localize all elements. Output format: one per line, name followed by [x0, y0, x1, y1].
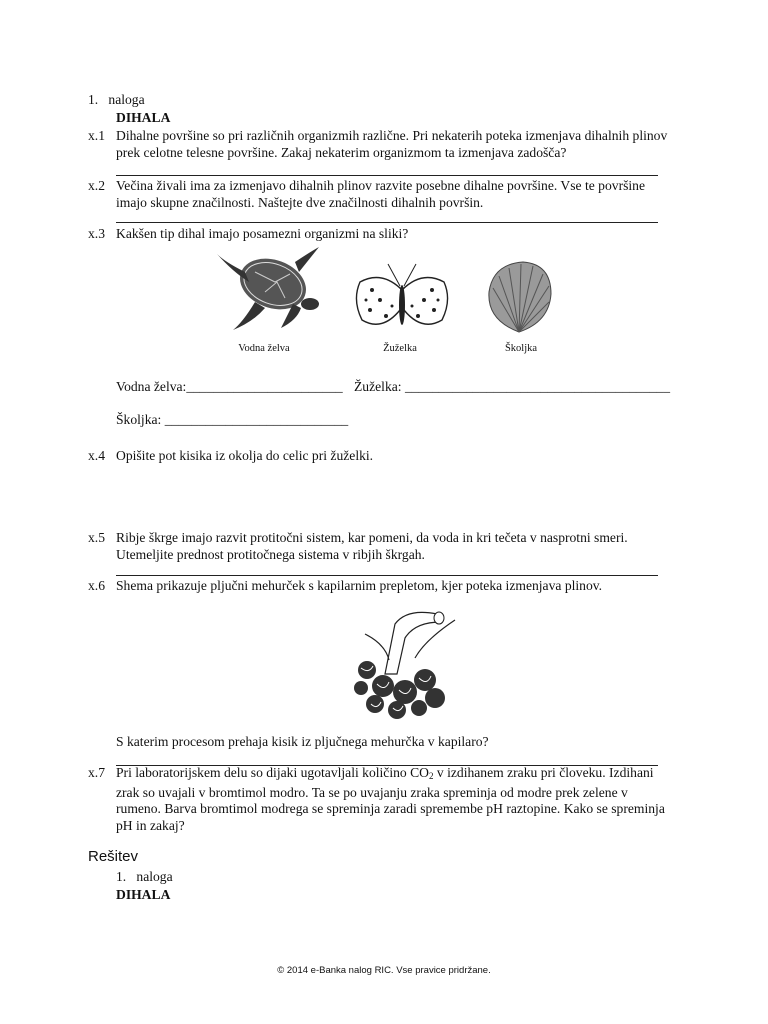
q7-line: pH in zakaj? — [116, 817, 185, 833]
shell-image — [483, 258, 555, 336]
q1-line: prek celotne telesne površine. Zakaj nekaterim organizmom ta izmenjava zadošča? — [116, 144, 567, 160]
task-heading — [88, 92, 145, 108]
shell-answer[interactable]: Školjka: ___________________________ — [116, 412, 349, 427]
insect-image — [352, 260, 452, 340]
q2-answer-line[interactable] — [116, 222, 658, 223]
solution-number: 1. — [116, 869, 127, 884]
turtle-caption: Vodna želva — [238, 343, 290, 354]
turtle-answer[interactable]: Vodna želva:_______________________ — [116, 379, 343, 394]
shell-caption: Školjka — [504, 343, 538, 354]
q7-number: x.7 — [88, 765, 105, 780]
q1-answer-line[interactable] — [116, 175, 658, 176]
solution-heading: Rešitev — [88, 848, 139, 865]
q2-line: Večina živali ima za izmenjavo dihalnih plinov razvite posebne dihalne površine. Vse te površine — [116, 178, 645, 193]
q1-number: x.1 — [88, 128, 105, 143]
solution-topic: DIHALA — [116, 887, 171, 902]
alveolus-image — [345, 604, 463, 722]
q6-number: x.6 — [88, 578, 105, 593]
task-topic: DIHALA — [116, 110, 171, 125]
q1-line: Dihalne površine so pri različnih organizmih različne. Pri nekaterih poteka izmenjava dihalnih plinov — [116, 128, 668, 143]
q4-number: x.4 — [88, 448, 105, 463]
insect-answer[interactable]: Žuželka: _______________________________________ — [354, 379, 671, 394]
q5-text — [116, 530, 628, 563]
q3-text: Kakšen tip dihal imajo posamezni organizmi na sliki? — [116, 226, 409, 241]
insect-caption: Žuželka — [383, 343, 417, 354]
q4-text: Opišite pot kisika iz okolja do celic pri žuželki. — [116, 448, 374, 463]
q7-line1-pre: Pri laboratorijskem delu so dijaki ugotavljali količino CO — [116, 765, 429, 780]
q5-answer-line[interactable] — [116, 575, 658, 576]
task-number: 1. — [88, 92, 99, 107]
q5-number: x.5 — [88, 530, 105, 545]
q7-text — [116, 765, 665, 834]
q6-text: Shema prikazuje pljučni mehurček s kapilarnim prepletom, kjer poteka izmenjava plinov. — [116, 578, 603, 593]
q7-line: rumeno. Barva bromtimol modrega se spreminja zaradi spremembe pH raztopine. Kako se spreminja — [116, 801, 665, 816]
q2-text — [116, 178, 645, 211]
q1-text — [116, 128, 667, 161]
q7-line: zrak so uvajali v bromtimol modro. Ta se po uvajanju zraka spreminja od modre prek zelene v — [116, 784, 628, 800]
solution-task-heading — [116, 869, 173, 885]
task-label: naloga — [108, 92, 145, 107]
q7-line1-sub: 2 — [429, 771, 434, 781]
q7-line — [116, 765, 665, 785]
q2-line: imajo skupne značilnosti. Naštejte dve značilnosti dihalnih površin. — [116, 194, 484, 210]
q3-number: x.3 — [88, 226, 105, 241]
q6-question: S katerim procesom prehaja kisik iz pljučnega mehurčka v kapilaro? — [116, 734, 489, 749]
q7-line1-post: v izdihanem zraku pri človeku. Izdihani — [433, 765, 654, 780]
footer-copyright: © 2014 e-Banka nalog RIC. Vse pravice pridržane. — [277, 965, 491, 976]
turtle-image — [215, 242, 325, 337]
q2-number: x.2 — [88, 178, 105, 193]
solution-label: naloga — [136, 869, 173, 884]
q5-line: Utemeljite prednost protitočnega sistema v ribjih škrgah. — [116, 546, 425, 562]
q5-line: Ribje škrge imajo razvit protitočni sistem, kar pomeni, da voda in kri tečeta v nasprotni smeri. — [116, 530, 628, 545]
